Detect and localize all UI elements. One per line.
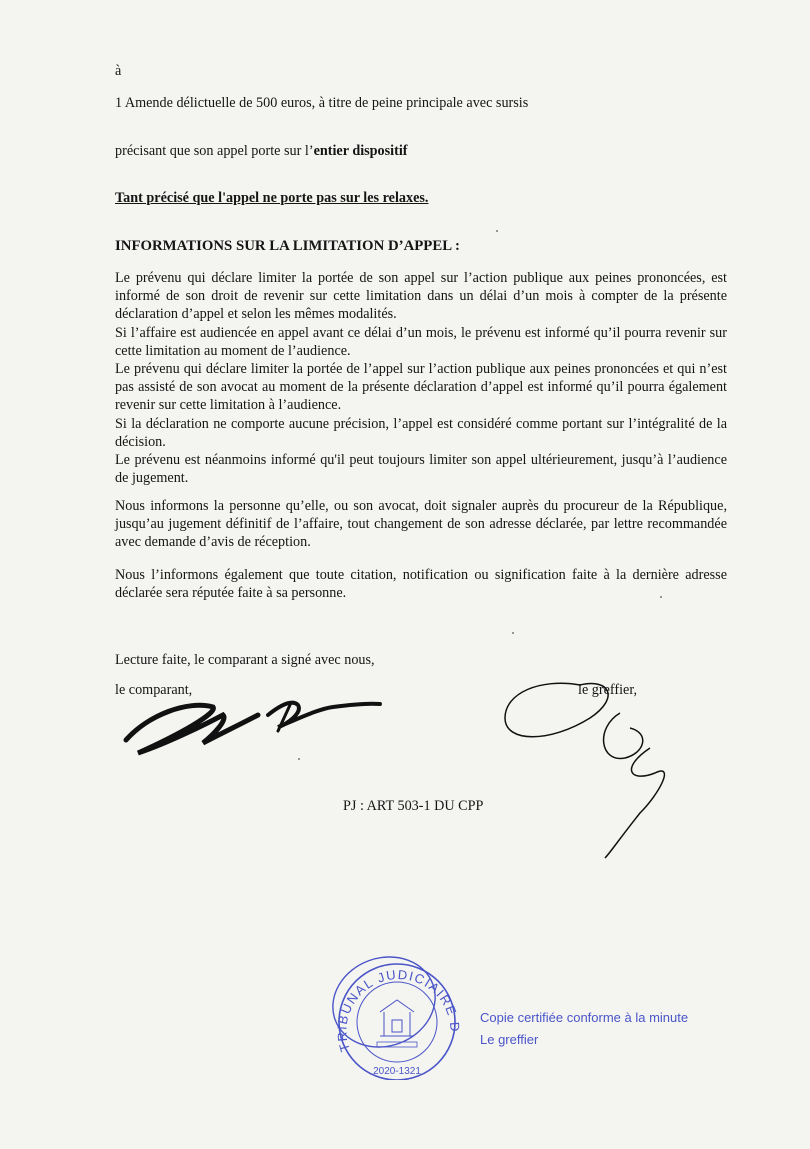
comparant-signature: [118, 685, 388, 765]
stamp-seal: [322, 950, 472, 1080]
stamp-number: 2020-1321: [373, 1066, 421, 1077]
line-a: à: [115, 63, 122, 79]
precisant-text: précisant que son appel porte sur l’: [115, 143, 314, 159]
label-comparant: le comparant,: [115, 682, 193, 698]
label-greffier: le greffier,: [578, 682, 638, 698]
certified-greffier-line: Le greffier: [480, 1032, 539, 1047]
line-precisant: [115, 143, 408, 160]
paragraph-citation: Nous l’informons également que toute citation, notification ou signification faite à la dernière adresse déclarée sera réputée faite à sa personne.: [115, 567, 727, 602]
line-amende: 1 Amende délictuelle de 500 euros, à titre de peine principale avec sursis: [115, 95, 529, 111]
greffier-signature: [500, 673, 680, 863]
precisant-bold-text: entier dispositif: [313, 143, 408, 159]
scan-speck: [496, 230, 498, 232]
scan-speck: [298, 758, 300, 760]
stamp-ring-text: TRIBUNAL JUDICIAIRE D: [334, 966, 463, 1054]
pj-reference: PJ : ART 503-1 DU CPP: [343, 798, 484, 814]
court-stamp: [322, 950, 472, 1080]
scan-speck: [512, 632, 514, 634]
limitation-paragraphs: [115, 269, 727, 487]
limitation-paragraph-5: Le prévenu est néanmoins informé qu'il peut toujours limiter son appel ultérieurement, jusqu’à l’audience de jugement.: [115, 452, 727, 487]
svg-text:TRIBUNAL JUDICIAIRE DE PARIS: [322, 950, 463, 1054]
limitation-paragraph-2: Si l’affaire est audiencée en appel avant ce délai d’un mois, le prévenu est informé qu’il pourra revenir sur cette limitation au moment de l’audience.: [115, 324, 727, 359]
paragraph-adresse: Nous informons la personne qu’elle, ou son avocat, doit signaler auprès du procureur de la République, jusqu’au jugement définitif de l’affaire, tout changement de son adresse déclarée, par lettre recommandée avec demande d’avis de réception.: [115, 498, 727, 551]
certified-copy-line: Copie certifiée conforme à la minute: [480, 1010, 689, 1025]
heading-limitation: INFORMATIONS SUR LA LIMITATION D’APPEL :: [115, 238, 460, 254]
limitation-paragraph-1: Le prévenu qui déclare limiter la portée de son appel sur l’action publique aux peines prononcées, est informé de son droit de revenir sur cette limitation dans un délai d’un mois à compter de la présente déclaration d’appel et selon les mêmes modalités.: [115, 270, 727, 323]
limitation-paragraph-3: Le prévenu qui déclare limiter la portée de l’appel sur l’action publique aux peines prononcées et qui n’est pas assisté de son avocat au moment de la présente déclaration d’appel est informé qu’il pourra également revenir sur cette limitation à l’audience.: [115, 361, 727, 414]
scan-speck: [660, 596, 662, 598]
line-tant-precise: Tant précisé que l'appel ne porte pas sur les relaxes.: [115, 190, 429, 206]
limitation-paragraph-4: Si la déclaration ne comporte aucune précision, l’appel est considéré comme portant sur l’intégralité de la décision.: [115, 415, 727, 450]
lecture-faite: Lecture faite, le comparant a signé avec nous,: [115, 652, 375, 668]
